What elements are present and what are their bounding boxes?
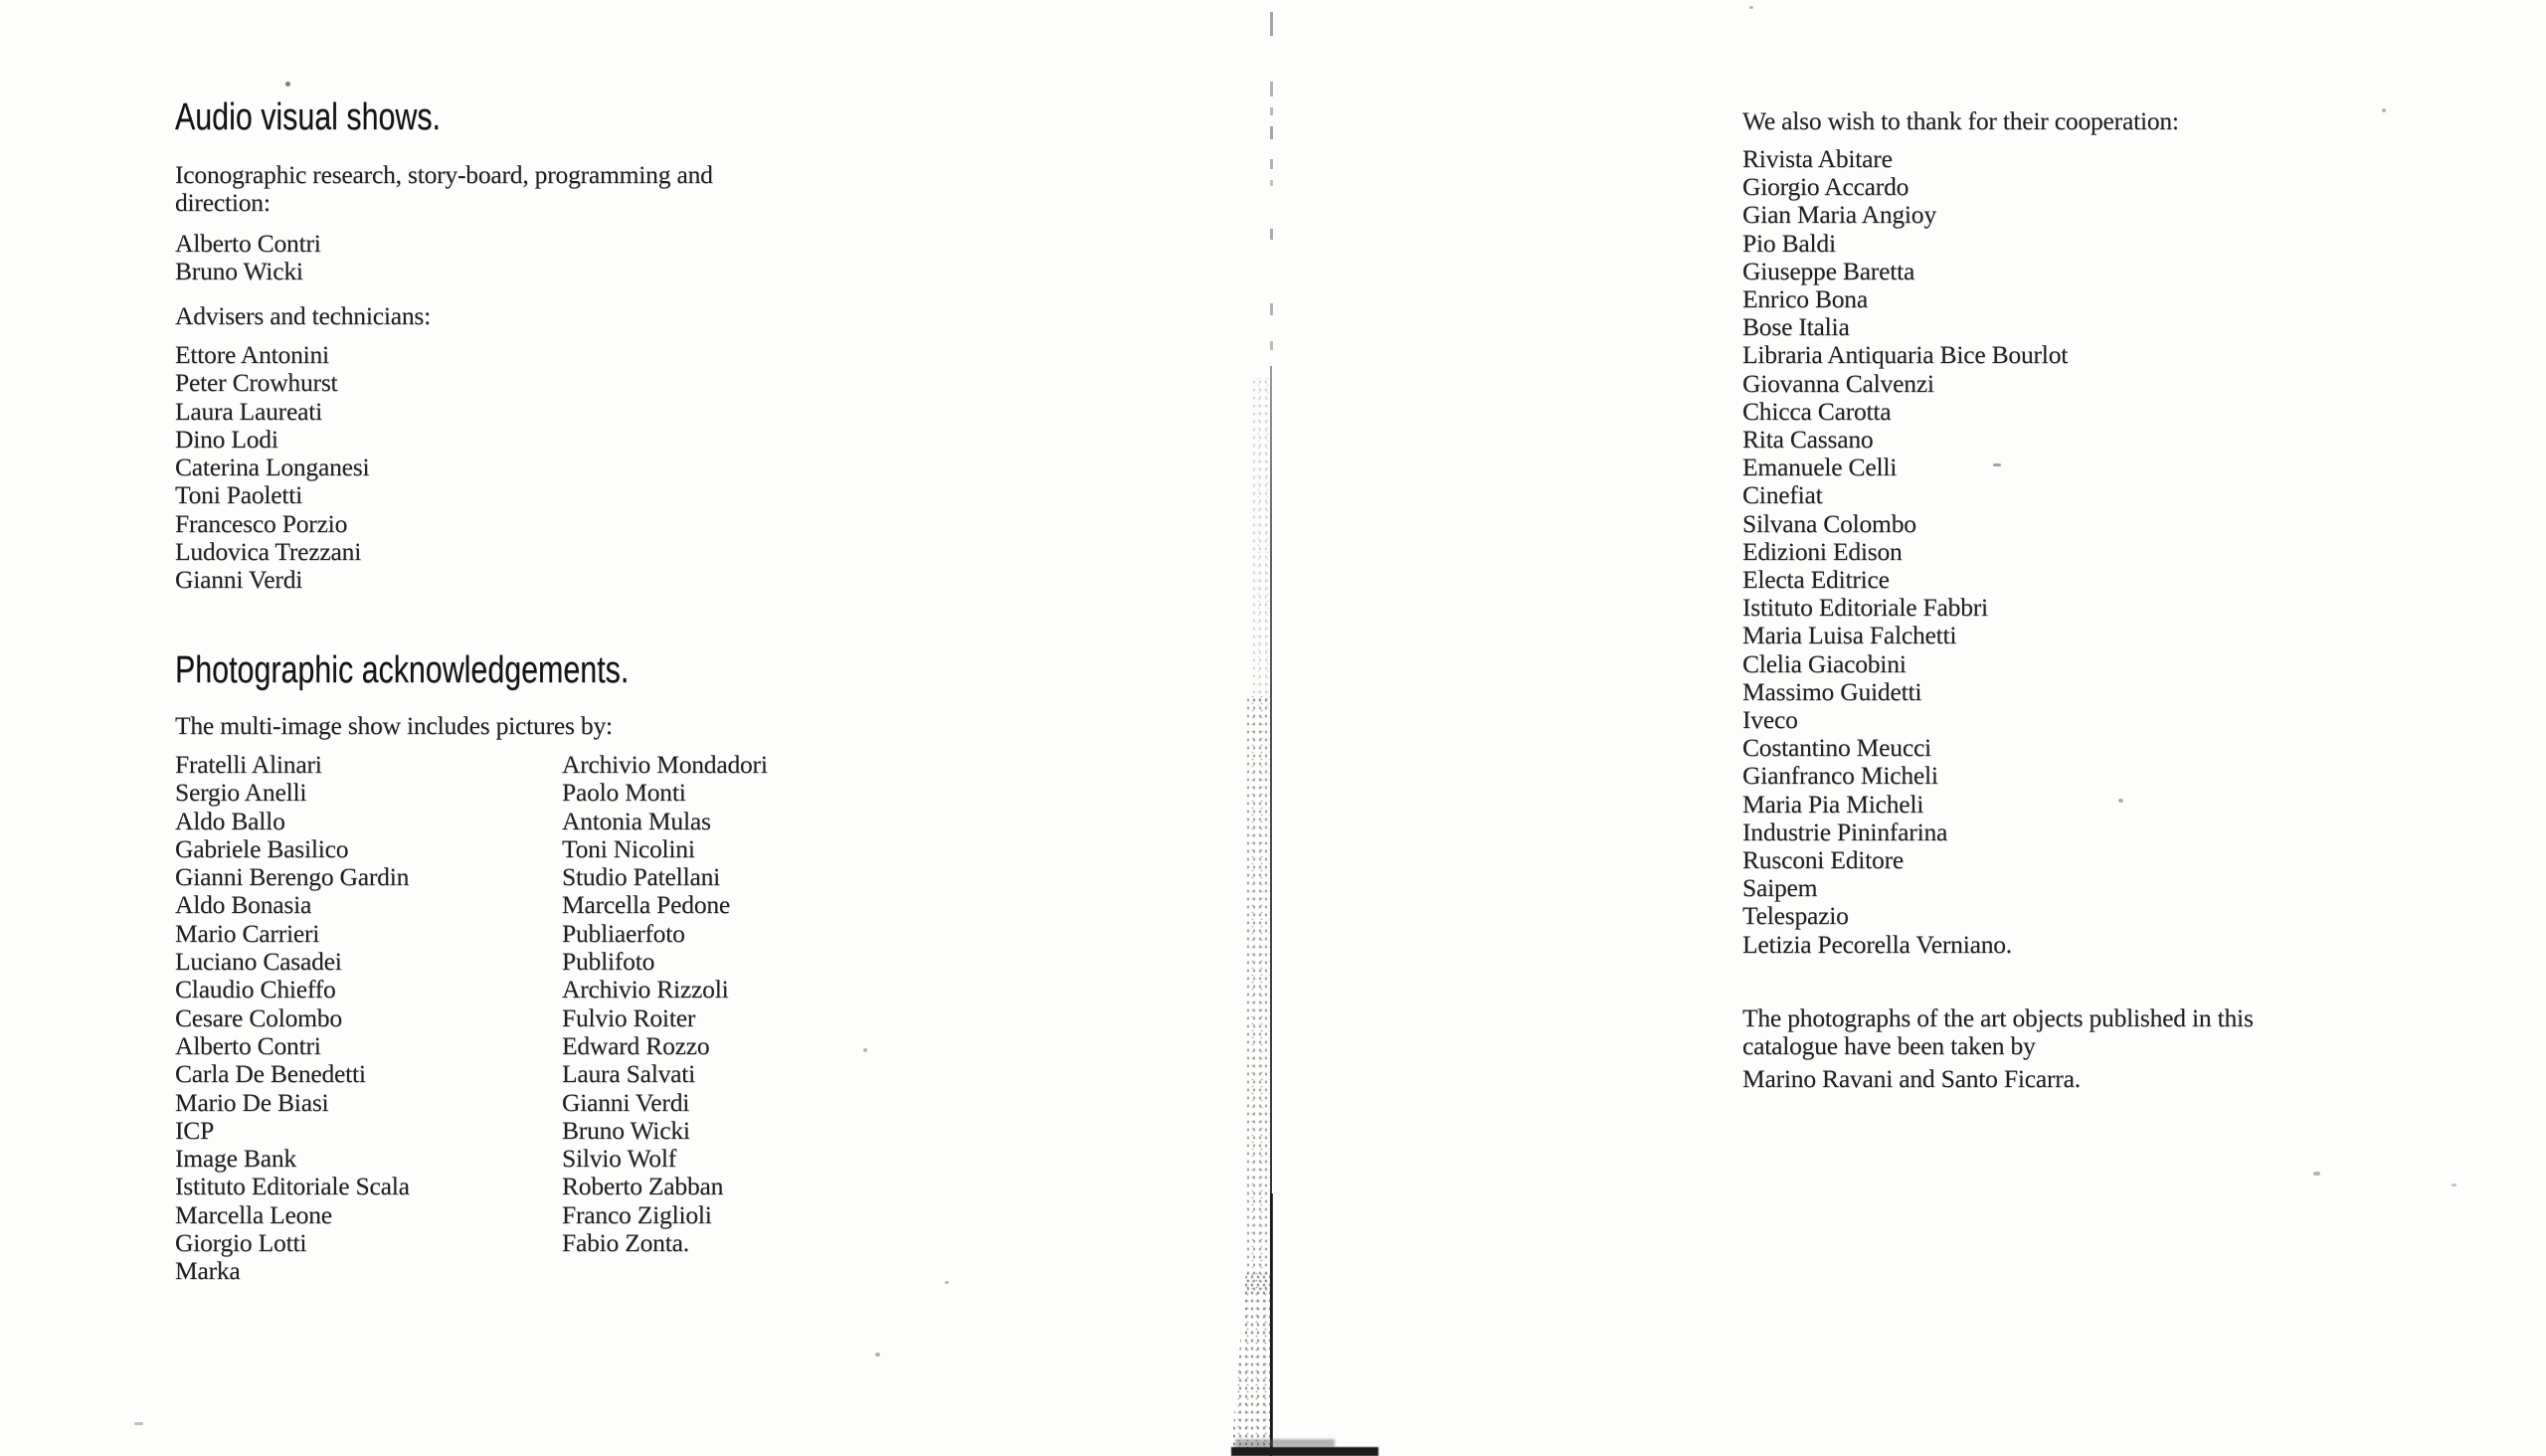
advisers-list	[175, 341, 369, 595]
scan-speck	[875, 1353, 880, 1357]
list-item: Roberto Zabban	[562, 1172, 724, 1201]
list-item: Edward Rozzo	[562, 1030, 710, 1060]
list-item: Rita Cassano	[1742, 425, 1874, 455]
list-item: Fulvio Roiter	[562, 1002, 696, 1032]
list-item: Mario De Biasi	[175, 1087, 329, 1117]
list-item: Maria Luisa Falchetti	[1742, 621, 1957, 650]
fold-dash	[1270, 341, 1273, 350]
list-item: Libraria Antiquaria Bice Bourlot	[1742, 340, 2069, 370]
list-item: Publiaerfoto	[562, 918, 685, 948]
list-item: Maria Pia Micheli	[1742, 789, 1924, 819]
list-item: Laura Salvati	[562, 1059, 696, 1089]
list-item: Marka	[175, 1256, 241, 1286]
list-item: The photographs of the art objects published in this	[1742, 1003, 2254, 1032]
list-item: Gian Maria Angioy	[1742, 200, 1936, 230]
list-item: Chicca Carotta	[1742, 396, 1892, 426]
list-item: Giovanna Calvenzi	[1742, 368, 1934, 398]
cooperation-list	[1742, 145, 2068, 959]
list-item: Alberto Contri	[175, 229, 321, 258]
photo-acknowledgements-heading: Photographic acknowledgements.	[175, 649, 630, 691]
list-item: Alberto Contri	[175, 1030, 321, 1060]
list-item: Letizia Pecorella Verniano.	[1742, 929, 2012, 959]
scan-speck	[863, 1048, 867, 1052]
list-item: Enrico Bona	[1742, 284, 1868, 314]
list-item: Paolo Monti	[562, 778, 686, 808]
list-item: Electa Editrice	[1742, 565, 1890, 595]
list-item: Edizioni Edison	[1742, 536, 1903, 566]
list-item: catalogue have been taken by	[1742, 1031, 2036, 1061]
list-item: Archivio Rizzoli	[562, 975, 729, 1004]
scan-speck	[1993, 463, 2001, 466]
list-item: Fabio Zonta.	[562, 1228, 689, 1258]
list-item: Bruno Wicki	[175, 257, 303, 286]
list-item: Massimo Guidetti	[1742, 676, 1922, 706]
list-item: Fratelli Alinari	[175, 750, 322, 779]
advisers-label: Advisers and technicians:	[175, 301, 432, 330]
list-item: Ettore Antonini	[175, 340, 329, 369]
fold-dash	[1270, 180, 1273, 186]
list-item: Aldo Ballo	[175, 806, 285, 835]
list-item: Giorgio Lotti	[175, 1228, 307, 1258]
scan-speck	[285, 82, 290, 87]
list-item: Studio Patellani	[562, 862, 721, 892]
photographers-column-2	[562, 751, 768, 1257]
fold-dash	[1270, 303, 1273, 315]
scan-speck	[1749, 6, 1753, 9]
list-item: Emanuele Celli	[1742, 453, 1898, 482]
fold-dash	[1270, 126, 1273, 139]
list-item: Giorgio Accardo	[1742, 172, 1910, 202]
list-item: Luciano Casadei	[175, 947, 342, 977]
scan-speck	[2313, 1172, 2320, 1176]
scan-speck	[2382, 108, 2386, 112]
scan-speck	[2452, 1183, 2456, 1186]
list-item: Gianni Verdi	[562, 1087, 690, 1117]
list-item: Image Bank	[175, 1144, 296, 1174]
list-item: Cesare Colombo	[175, 1002, 342, 1032]
list-item: Claudio Chieffo	[175, 975, 336, 1004]
list-item: Rusconi Editore	[1742, 845, 1905, 875]
list-item: Rivista Abitare	[1742, 144, 1893, 173]
list-item: Gianfranco Micheli	[1742, 761, 1938, 791]
list-item: Iveco	[1742, 705, 1798, 735]
list-item: Carla De Benedetti	[175, 1059, 366, 1089]
list-item: Ludovica Trezzani	[175, 537, 362, 567]
audio-visual-intro	[175, 161, 713, 218]
fold-bottom-shadow	[1235, 1439, 1335, 1447]
fold-bottom-band	[1231, 1447, 1378, 1456]
list-item: Industrie Pininfarina	[1742, 817, 1948, 846]
list-item: Clelia Giacobini	[1742, 648, 1907, 678]
list-item: ICP	[175, 1115, 215, 1145]
list-item: Caterina Longanesi	[175, 453, 370, 482]
list-item: Gianni Berengo Gardin	[175, 862, 410, 892]
list-item: Iconographic research, story-board, programming and	[175, 160, 713, 189]
photographers-column-1	[175, 751, 410, 1286]
list-item: Costantino Meucci	[1742, 733, 1931, 763]
list-item: Publifoto	[562, 947, 655, 977]
list-item: Telespazio	[1742, 901, 1849, 931]
photographer-credit-line: Marino Ravani and Santo Ficarra.	[1742, 1064, 2081, 1093]
list-item: Peter Crowhurst	[175, 368, 338, 398]
audio-visual-credits	[175, 230, 321, 286]
list-item: Bose Italia	[1742, 312, 1850, 342]
closing-paragraph	[1742, 1004, 2254, 1061]
list-item: Archivio Mondadori	[562, 750, 768, 779]
list-item: Toni Paoletti	[175, 480, 303, 510]
list-item: Bruno Wicki	[562, 1115, 690, 1145]
fold-speckle-band	[1251, 378, 1271, 706]
list-item: direction:	[175, 188, 271, 218]
fold-dash	[1270, 82, 1273, 96]
list-item: Silvio Wolf	[562, 1144, 677, 1174]
fold-dash	[1270, 229, 1273, 240]
fold-dash	[1270, 12, 1273, 36]
list-item: Cinefiat	[1742, 480, 1823, 510]
fold-speckle-band	[1245, 696, 1271, 1293]
list-item: Francesco Porzio	[175, 508, 348, 538]
list-item: Marcella Pedone	[562, 890, 731, 920]
list-item: Franco Ziglioli	[562, 1199, 712, 1229]
scan-speck	[945, 1281, 949, 1284]
list-item: Antonia Mulas	[562, 806, 711, 835]
list-item: Istituto Editoriale Scala	[175, 1172, 410, 1201]
list-item: Dino Lodi	[175, 424, 278, 454]
cooperation-label: We also wish to thank for their cooperation:	[1742, 106, 2179, 135]
scan-speck	[2118, 799, 2123, 803]
list-item: Toni Nicolini	[562, 833, 695, 863]
fold-dash	[1270, 107, 1273, 115]
list-item: Sergio Anelli	[175, 778, 307, 808]
scan-speck	[134, 1422, 143, 1425]
fold-speckle-band	[1231, 1273, 1273, 1454]
list-item: Giuseppe Baretta	[1742, 256, 1915, 285]
list-item: Laura Laureati	[175, 396, 322, 426]
list-item: Aldo Bonasia	[175, 890, 312, 920]
list-item: Marcella Leone	[175, 1199, 332, 1229]
list-item: Silvana Colombo	[1742, 508, 1916, 538]
list-item: Gabriele Basilico	[175, 833, 349, 863]
photo-intro: The multi-image show includes pictures by:	[175, 711, 613, 740]
audio-visual-heading: Audio visual shows.	[175, 96, 441, 138]
list-item: Mario Carrieri	[175, 918, 320, 948]
list-item: Pio Baldi	[1742, 228, 1836, 258]
fold-dash	[1270, 159, 1273, 169]
list-item: Saipem	[1742, 873, 1818, 903]
list-item: Istituto Editoriale Fabbri	[1742, 593, 1988, 623]
list-item: Gianni Verdi	[175, 565, 303, 595]
